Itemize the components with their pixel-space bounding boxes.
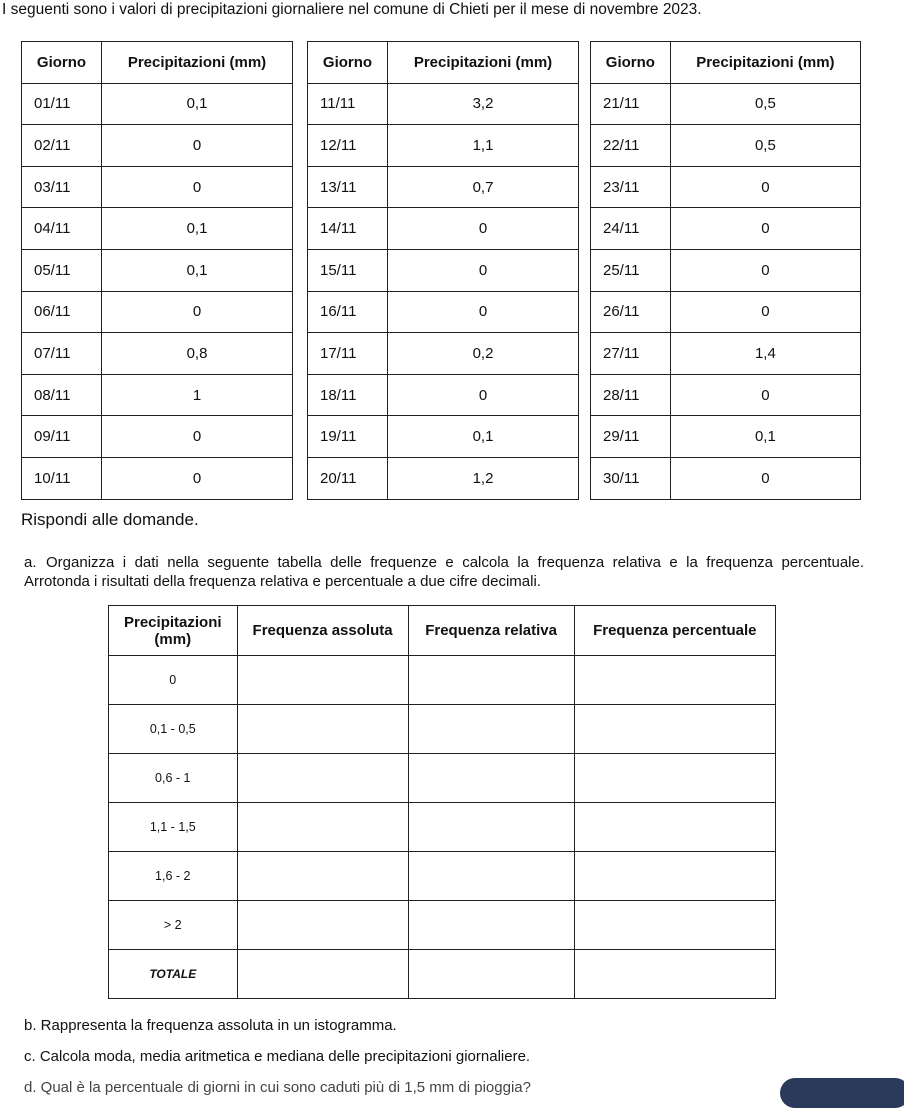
freq-relative-input-cell[interactable] <box>408 754 574 803</box>
precip-cell: 0 <box>388 374 579 416</box>
freq-relative-input-cell[interactable] <box>408 803 574 852</box>
freq-absolute-input-cell[interactable] <box>237 852 408 901</box>
day-cell: 02/11 <box>22 125 102 167</box>
day-cell: 14/11 <box>308 208 388 250</box>
day-cell: 10/11 <box>22 457 102 499</box>
precip-cell: 1 <box>102 374 293 416</box>
table-row <box>308 249 579 291</box>
precip-cell: 0 <box>102 457 293 499</box>
freq-class-cell: 0,1 - 0,5 <box>109 705 238 754</box>
freq-class-cell: 0,6 - 1 <box>109 754 238 803</box>
precip-cell: 1,2 <box>388 457 579 499</box>
precip-cell: 0,5 <box>670 125 860 167</box>
precip-cell: 0 <box>670 374 860 416</box>
freq-row <box>109 705 776 754</box>
overlay-button[interactable] <box>780 1078 904 1108</box>
day-cell: 13/11 <box>308 166 388 208</box>
table-row <box>22 457 293 499</box>
table-row <box>22 166 293 208</box>
freq-absolute-input-cell[interactable] <box>237 803 408 852</box>
day-cell: 08/11 <box>22 374 102 416</box>
day-cell: 11/11 <box>308 83 388 125</box>
freq-header-absolute: Frequenza assoluta <box>237 606 408 656</box>
day-cell: 30/11 <box>591 457 671 499</box>
question-a-text: Organizza i dati nella seguente tabella delle frequenze e calcola la frequenza relativa e la frequenza percentuale. Arrotonda i risultati della frequenza relativa e percentuale a due cifre decimali. <box>24 554 864 590</box>
precip-cell: 0 <box>670 291 860 333</box>
day-cell: 26/11 <box>591 291 671 333</box>
freq-relative-input-cell[interactable] <box>408 656 574 705</box>
table-row <box>591 374 861 416</box>
day-cell: 15/11 <box>308 249 388 291</box>
precip-cell: 0 <box>388 249 579 291</box>
freq-row <box>109 803 776 852</box>
day-cell: 16/11 <box>308 291 388 333</box>
question-d: d. Qual è la percentuale di giorni in cui sono caduti più di 1,5 mm di pioggia? <box>24 1079 531 1096</box>
precip-cell: 0 <box>102 416 293 458</box>
day-cell: 18/11 <box>308 374 388 416</box>
day-cell: 09/11 <box>22 416 102 458</box>
day-cell: 01/11 <box>22 83 102 125</box>
freq-percent-input-cell[interactable] <box>574 754 775 803</box>
day-cell: 06/11 <box>22 291 102 333</box>
precip-cell: 1,4 <box>670 333 860 375</box>
freq-row <box>109 901 776 950</box>
table-row <box>308 333 579 375</box>
freq-percent-input-cell[interactable] <box>574 852 775 901</box>
table-row <box>308 374 579 416</box>
col-header-day: Giorno <box>22 42 102 84</box>
table-row <box>308 457 579 499</box>
col-header-day: Giorno <box>591 42 671 84</box>
day-cell: 05/11 <box>22 249 102 291</box>
freq-absolute-input-cell[interactable] <box>237 754 408 803</box>
table-row <box>591 416 861 458</box>
col-header-day: Giorno <box>308 42 388 84</box>
freq-percent-input-cell[interactable] <box>574 803 775 852</box>
table-row <box>308 208 579 250</box>
day-cell: 25/11 <box>591 249 671 291</box>
precip-cell: 0 <box>102 291 293 333</box>
table-row <box>22 125 293 167</box>
day-cell: 12/11 <box>308 125 388 167</box>
table-row <box>591 83 861 125</box>
precip-cell: 0 <box>388 208 579 250</box>
freq-row <box>109 754 776 803</box>
table-row <box>22 249 293 291</box>
table-row <box>22 333 293 375</box>
table-row <box>591 166 861 208</box>
precip-cell: 0 <box>102 166 293 208</box>
table-row <box>22 291 293 333</box>
freq-total-row <box>109 950 776 999</box>
precip-cell: 0,1 <box>388 416 579 458</box>
table-row <box>591 291 861 333</box>
day-cell: 29/11 <box>591 416 671 458</box>
precip-cell: 0,8 <box>102 333 293 375</box>
precip-cell: 0,1 <box>102 83 293 125</box>
day-cell: 20/11 <box>308 457 388 499</box>
question-c: c. Calcola moda, media aritmetica e mediana delle precipitazioni giornaliere. <box>24 1048 531 1065</box>
precip-cell: 0 <box>670 249 860 291</box>
table-row <box>22 416 293 458</box>
freq-total-percent-cell[interactable] <box>574 950 775 999</box>
table-row <box>308 125 579 167</box>
precip-cell: 0,2 <box>388 333 579 375</box>
table-row <box>22 208 293 250</box>
precip-cell: 0 <box>670 457 860 499</box>
day-cell: 23/11 <box>591 166 671 208</box>
table-row <box>591 333 861 375</box>
freq-percent-input-cell[interactable] <box>574 656 775 705</box>
table-row <box>308 166 579 208</box>
freq-absolute-input-cell[interactable] <box>237 901 408 950</box>
freq-total-relative-cell[interactable] <box>408 950 574 999</box>
table-row <box>591 208 861 250</box>
col-header-precip: Precipitazioni (mm) <box>102 42 293 84</box>
day-cell: 17/11 <box>308 333 388 375</box>
freq-relative-input-cell[interactable] <box>408 901 574 950</box>
freq-total-absolute-cell[interactable] <box>237 950 408 999</box>
frequency-table <box>108 605 776 999</box>
day-cell: 28/11 <box>591 374 671 416</box>
precip-cell: 0 <box>670 166 860 208</box>
col-header-precip: Precipitazioni (mm) <box>388 42 579 84</box>
table-row <box>308 416 579 458</box>
day-cell: 22/11 <box>591 125 671 167</box>
freq-class-cell: > 2 <box>109 901 238 950</box>
freq-class-cell: 1,1 - 1,5 <box>109 803 238 852</box>
question-b: b. Rappresenta la frequenza assoluta in un istogramma. <box>24 1017 397 1034</box>
table-row <box>308 291 579 333</box>
question-a-label: a. <box>24 554 37 571</box>
precip-cell: 3,2 <box>388 83 579 125</box>
table-row <box>591 125 861 167</box>
freq-percent-input-cell[interactable] <box>574 901 775 950</box>
rain-table-2 <box>307 41 579 500</box>
instructions-heading: Rispondi alle domande. <box>21 510 199 529</box>
table-row <box>22 374 293 416</box>
col-header-precip: Precipitazioni (mm) <box>670 42 860 84</box>
day-cell: 21/11 <box>591 83 671 125</box>
freq-row <box>109 852 776 901</box>
freq-class-cell: 1,6 - 2 <box>109 852 238 901</box>
table-row <box>22 83 293 125</box>
freq-header-percent: Frequenza percentuale <box>574 606 775 656</box>
freq-header-relative: Frequenza relativa <box>408 606 574 656</box>
freq-row <box>109 656 776 705</box>
precip-cell: 0,1 <box>670 416 860 458</box>
freq-relative-input-cell[interactable] <box>408 705 574 754</box>
freq-percent-input-cell[interactable] <box>574 705 775 754</box>
freq-header-precip: Precipitazioni (mm) <box>109 606 238 656</box>
precip-cell: 0 <box>102 125 293 167</box>
day-cell: 19/11 <box>308 416 388 458</box>
day-cell: 03/11 <box>22 166 102 208</box>
precip-cell: 0 <box>670 208 860 250</box>
precip-cell: 0,7 <box>388 166 579 208</box>
freq-absolute-input-cell[interactable] <box>237 656 408 705</box>
day-cell: 27/11 <box>591 333 671 375</box>
freq-class-cell: 0 <box>109 656 238 705</box>
freq-relative-input-cell[interactable] <box>408 852 574 901</box>
day-cell: 24/11 <box>591 208 671 250</box>
question-a <box>24 553 864 591</box>
freq-absolute-input-cell[interactable] <box>237 705 408 754</box>
day-cell: 04/11 <box>22 208 102 250</box>
table-row <box>591 457 861 499</box>
table-row <box>591 249 861 291</box>
intro-text: I seguenti sono i valori di precipitazioni giornaliere nel comune di Chieti per il mese di novembre 2023. <box>2 1 702 18</box>
precip-cell: 1,1 <box>388 125 579 167</box>
precip-cell: 0,1 <box>102 249 293 291</box>
rain-table-1 <box>21 41 293 500</box>
rain-table-3 <box>590 41 861 500</box>
precip-cell: 0 <box>388 291 579 333</box>
precip-cell: 0,1 <box>102 208 293 250</box>
day-cell: 07/11 <box>22 333 102 375</box>
freq-total-label: TOTALE <box>109 950 238 999</box>
precip-cell: 0,5 <box>670 83 860 125</box>
table-row <box>308 83 579 125</box>
